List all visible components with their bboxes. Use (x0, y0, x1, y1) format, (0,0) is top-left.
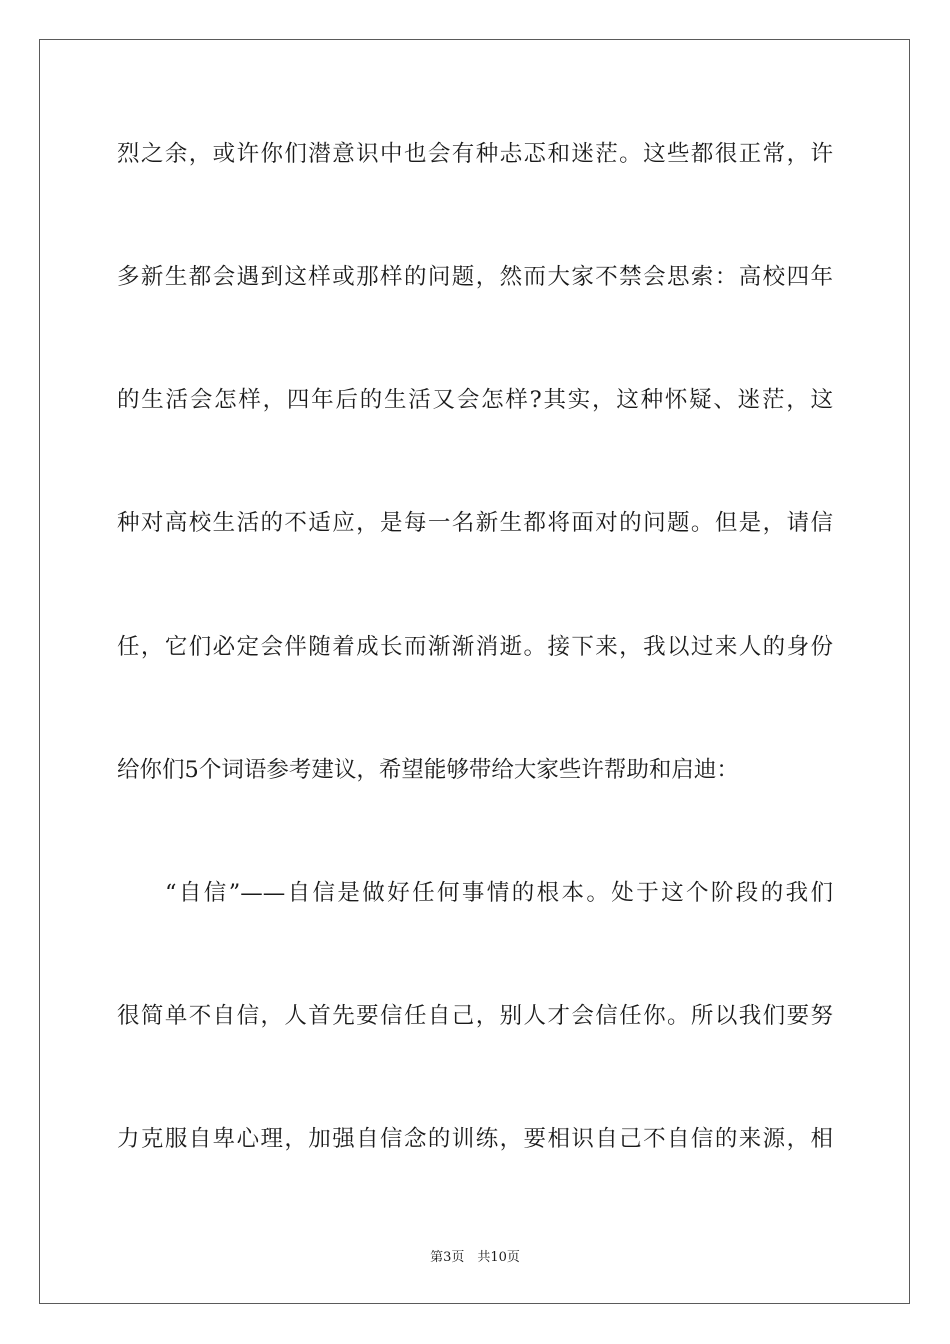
text-line: 的生活会怎样，四年后的生活又会怎样?其实，这种怀疑、迷茫，这 (117, 387, 833, 413)
text-line: 多新生都会遇到这样或那样的问题，然而大家不禁会思索：高校四年 (117, 264, 833, 290)
text-line: 很简单不自信，人首先要信任自己，别人才会信任你。所以我们要努 (117, 1003, 833, 1029)
page-border (39, 39, 910, 1304)
page-number-footer: 第3页 共10页 (430, 1250, 520, 1265)
text-line: 给你们5个词语参考建议，希望能够带给大家些许帮助和启迪： (117, 757, 739, 783)
text-line: 力克服自卑心理，加强自信念的训练，要相识自己不自信的来源，相 (117, 1126, 833, 1152)
paragraph-first-line: “自信”——自信是做好任何事情的根本。处于这个阶段的我们 (165, 880, 833, 906)
text-line: 种对高校生活的不适应，是每一名新生都将面对的问题。但是，请信 (117, 510, 833, 536)
text-line: 烈之余，或许你们潜意识中也会有种忐忑和迷茫。这些都很正常，许 (117, 141, 833, 167)
text-line: 任，它们必定会伴随着成长而渐渐消逝。接下来，我以过来人的身份 (117, 634, 833, 660)
